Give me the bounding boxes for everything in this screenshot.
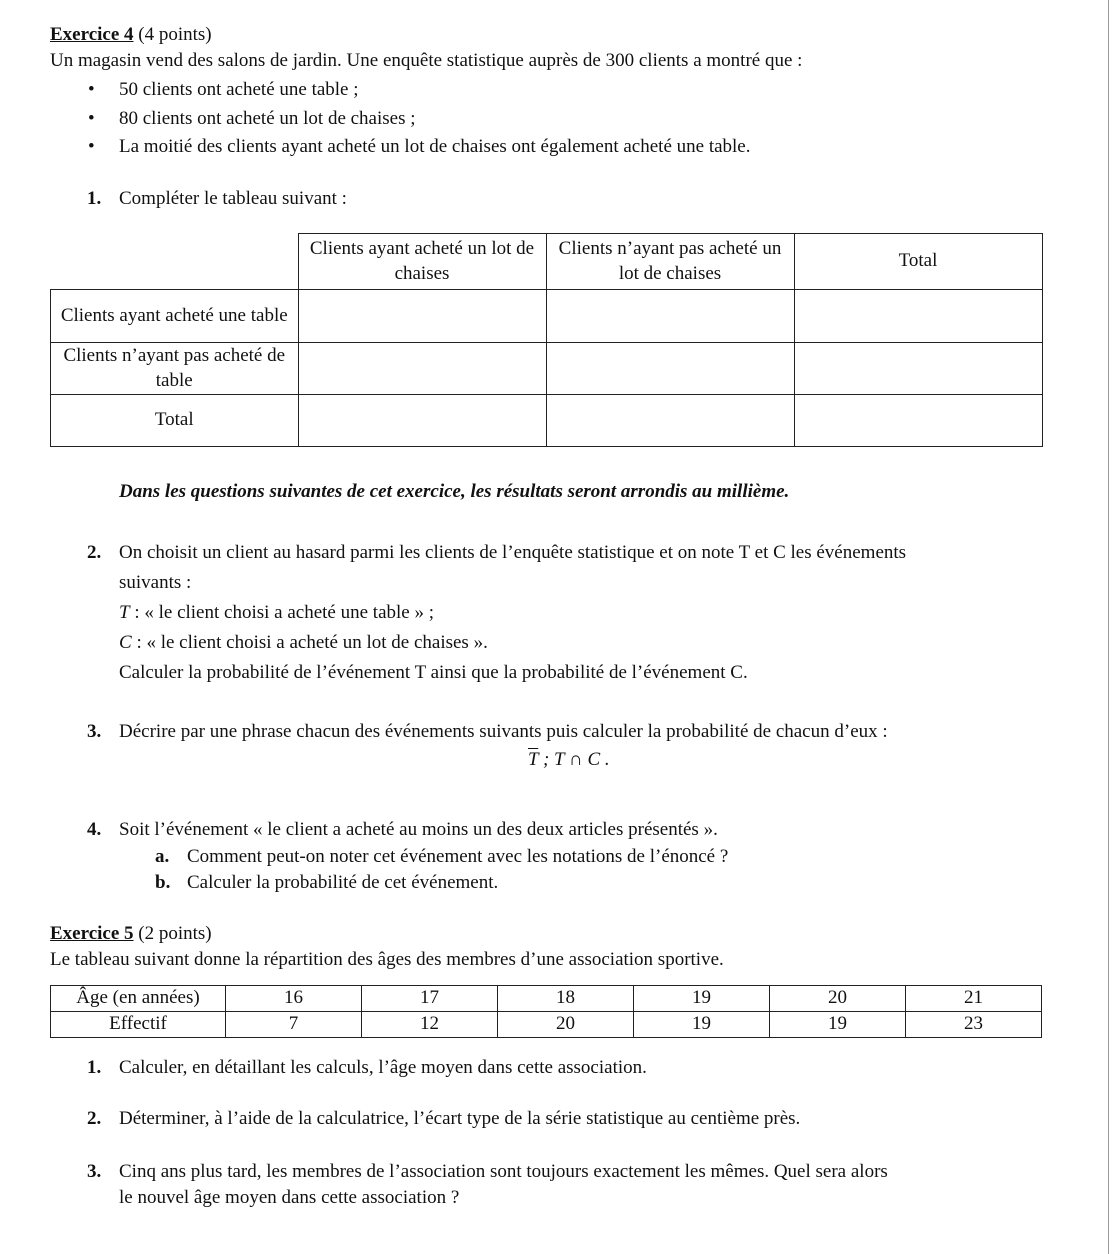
event-label: T	[119, 602, 130, 623]
event-label: C	[119, 632, 132, 653]
bullet-marker: •	[88, 136, 95, 157]
table-cell-empty	[794, 343, 1042, 395]
age-cell: 21	[906, 986, 1042, 1012]
effectif-cell: 19	[634, 1012, 770, 1038]
event-definition-t	[119, 601, 434, 626]
age-cell: 16	[226, 986, 362, 1012]
ex4-title: Exercice 4	[50, 24, 134, 45]
event-text: : « le client choisi a acheté une table » ;	[129, 602, 434, 623]
table-cell-empty	[794, 395, 1042, 447]
question-text: Soit l’événement « le client a acheté au moins un des deux articles présentés ».	[119, 819, 718, 840]
question-number: 2.	[87, 1108, 102, 1129]
question-text: Calculer la probabilité de l’événement T ainsi que la probabilité de l’événement C.	[119, 662, 748, 683]
ex5-points: (2 points)	[133, 923, 212, 944]
ex5-intro: Le tableau suivant donne la répartition des âges des membres d’une association sportive.	[50, 949, 724, 970]
ex4-points: (4 points)	[133, 24, 212, 45]
event-text: : « le client choisi a acheté un lot de chaises ».	[131, 632, 488, 653]
bullet-marker: •	[88, 108, 95, 129]
subquestion-text: Comment peut-on noter cet événement avec les notations de l’énoncé ?	[187, 846, 729, 867]
table-corner	[51, 234, 299, 290]
event-formula	[528, 748, 610, 773]
row-header: Clients ayant acheté une table	[51, 290, 299, 343]
subquestion-letter: b.	[155, 872, 171, 893]
question-number: 1.	[87, 1057, 102, 1078]
rounding-note: Dans les questions suivantes de cet exercice, les résultats seront arrondis au millième.	[119, 481, 790, 502]
col-header: Clients n’ayant pas acheté un lot de chaises	[546, 234, 794, 290]
ex4-intro: Un magasin vend des salons de jardin. Une enquête statistique auprès de 300 clients a montré que :	[50, 50, 803, 71]
age-cell: 19	[634, 986, 770, 1012]
question-text: On choisit un client au hasard parmi les clients de l’enquête statistique et on note T et C les événements	[119, 542, 907, 563]
table-cell-empty	[298, 290, 546, 343]
event-definition-c	[119, 631, 488, 656]
question-text: le nouvel âge moyen dans cette association ?	[119, 1187, 460, 1208]
ex5-heading	[50, 922, 212, 947]
table-cell-empty	[546, 290, 794, 343]
bullet-item: La moitié des clients ayant acheté un lot de chaises ont également acheté une table.	[119, 136, 751, 157]
effectif-cell: 12	[362, 1012, 498, 1038]
ex5-title: Exercice 5	[50, 923, 134, 944]
ex4-heading	[50, 23, 212, 48]
bullet-marker: •	[88, 79, 95, 100]
bullet-item: 80 clients ont acheté un lot de chaises ;	[119, 108, 416, 129]
subquestion-text: Calculer la probabilité de cet événement.	[187, 872, 499, 893]
question-number: 3.	[87, 721, 102, 742]
question-text: Déterminer, à l’aide de la calculatrice, l’écart type de la série statistique au centième près.	[119, 1108, 801, 1129]
col-header: Total	[794, 234, 1042, 290]
effectif-cell: 23	[906, 1012, 1042, 1038]
contingency-table	[50, 233, 1043, 447]
question-text: Décrire par une phrase chacun des événements suivants puis calculer la probabilité de chacun d’eux :	[119, 721, 888, 742]
age-cell: 20	[770, 986, 906, 1012]
table-cell-empty	[298, 395, 546, 447]
table-cell-empty	[546, 395, 794, 447]
intersection-t-c: ; T ∩ C .	[538, 749, 610, 770]
row-label: Effectif	[51, 1012, 226, 1038]
bullet-item: 50 clients ont acheté une table ;	[119, 79, 359, 100]
age-frequency-table	[50, 985, 1042, 1038]
row-header: Total	[51, 395, 299, 447]
age-cell: 17	[362, 986, 498, 1012]
complement-t: $\overline{T}$	[528, 749, 539, 770]
effectif-cell: 7	[226, 1012, 362, 1038]
question-number: 4.	[87, 819, 102, 840]
row-header: Clients n’ayant pas acheté de table	[51, 343, 299, 395]
col-header: Clients ayant acheté un lot de chaises	[298, 234, 546, 290]
effectif-cell: 19	[770, 1012, 906, 1038]
page-edge-line	[1108, 0, 1109, 1254]
question-text: suivants :	[119, 572, 192, 593]
question-text: Compléter le tableau suivant :	[119, 188, 347, 209]
question-number: 3.	[87, 1161, 102, 1182]
effectif-cell: 20	[498, 1012, 634, 1038]
table-cell-empty	[794, 290, 1042, 343]
question-text: Cinq ans plus tard, les membres de l’association sont toujours exactement les mêmes. Quel sera alors	[119, 1161, 888, 1182]
row-label: Âge (en années)	[51, 986, 226, 1012]
table-cell-empty	[298, 343, 546, 395]
question-number: 1.	[87, 188, 102, 209]
question-number: 2.	[87, 542, 102, 563]
subquestion-letter: a.	[155, 846, 170, 867]
question-text: Calculer, en détaillant les calculs, l’âge moyen dans cette association.	[119, 1057, 647, 1078]
table-cell-empty	[546, 343, 794, 395]
age-cell: 18	[498, 986, 634, 1012]
